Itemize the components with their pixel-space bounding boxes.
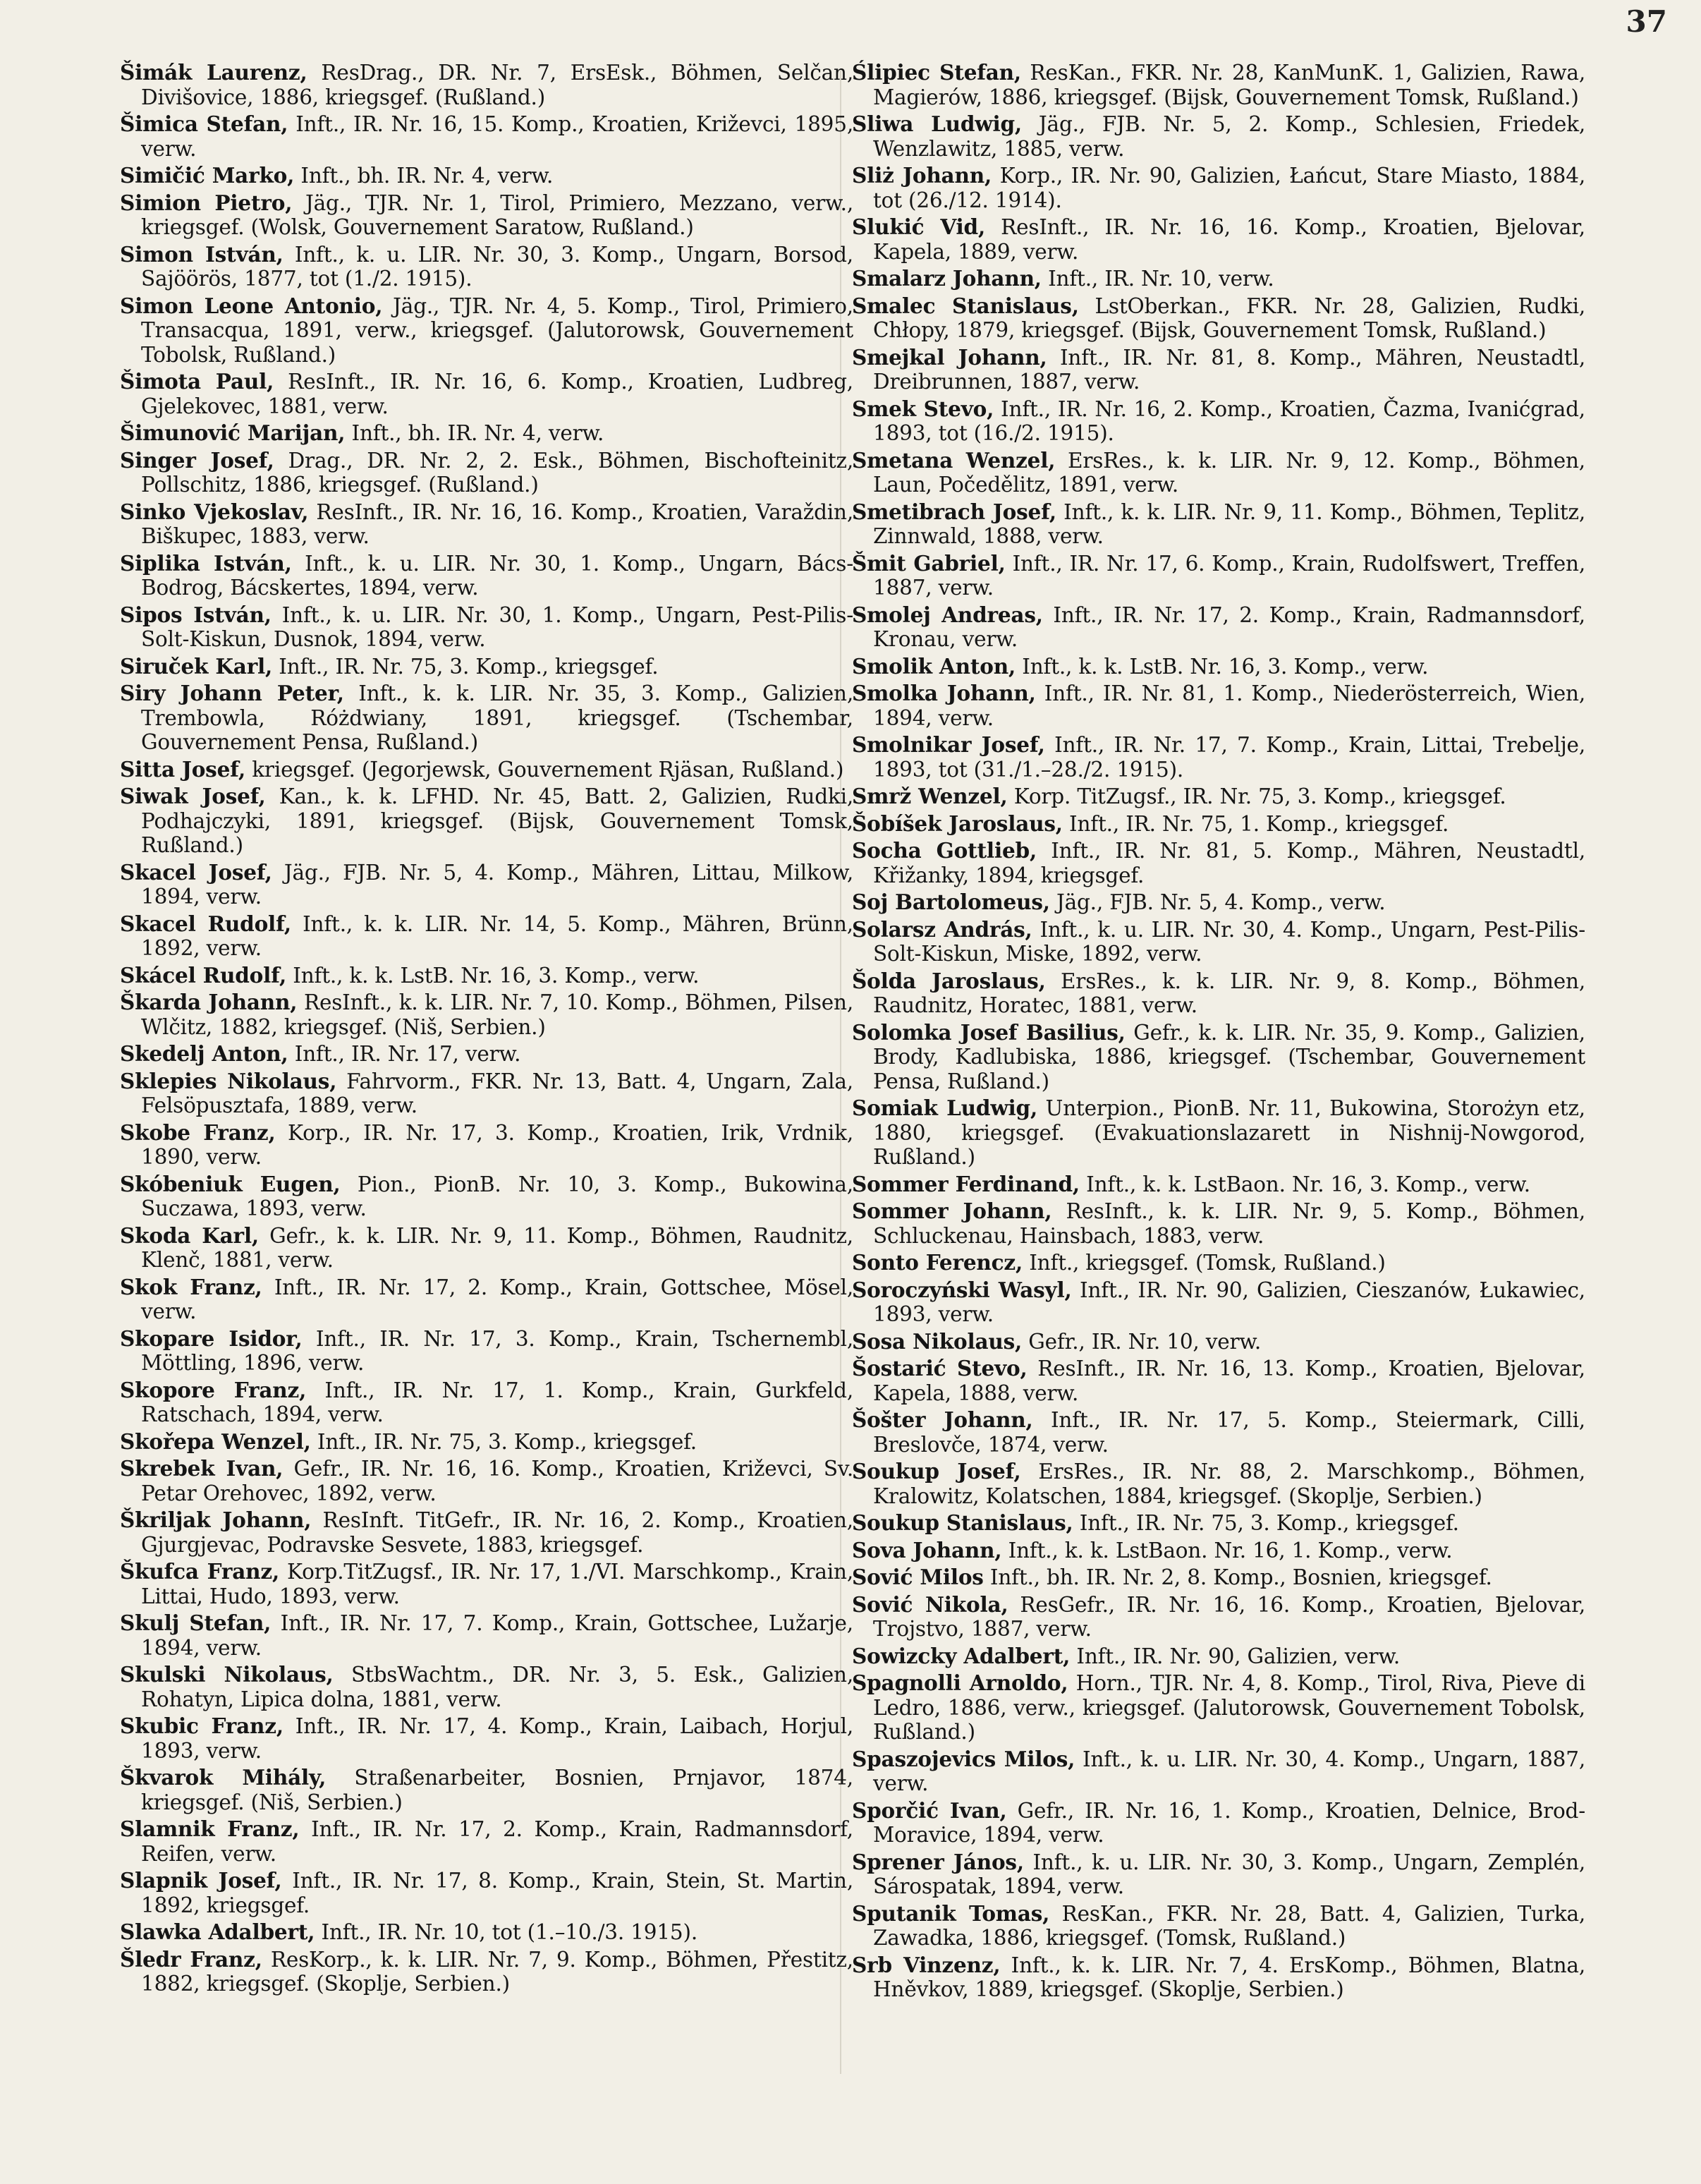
register-entry (852, 1251, 1585, 1275)
entry-details: Inft., IR. Nr. 17, 2. Komp., Krain, Gottschee, Mösel, verw. (141, 1275, 854, 1323)
entry-details: Inft., IR. Nr. 17, 7. Komp., Krain, Littai, Trebelje, 1893, tot (31./1.–28./2. 1915). (873, 733, 1585, 782)
entry-details: ResKan., FKR. Nr. 28, Batt. 4, Galizien, Turka, Zawadka, 1886, kriegsgef. (Tomsk, Rußland.) (873, 1901, 1586, 1950)
register-entry (852, 839, 1585, 887)
entry-details: Inft., k. u. LIR. Nr. 30, 1. Komp., Ungarn, Bács-Bodrog, Bácskertes, 1894, verw. (141, 551, 853, 600)
register-entry (852, 112, 1585, 161)
entry-name: Solarsz András, (852, 916, 1032, 942)
entry-details: ResInft., k. k. LIR. Nr. 7, 10. Komp., Böhmen, Pilsen, Wlčitz, 1882, kriegsgef. (Niš, Serbien.) (141, 990, 854, 1039)
entry-name: Smolka Johann, (852, 681, 1036, 705)
entry-details: Fahrvorm., FKR. Nr. 13, Batt. 4, Ungarn, Zala, Felsöpusztafa, 1889, verw. (141, 1069, 853, 1117)
register-entry (852, 294, 1585, 343)
entry-details: Inft., k. u. LIR. Nr. 30, 4. Komp., Ungarn, 1887, verw. (873, 1747, 1585, 1795)
register-entry (852, 1593, 1585, 1642)
entry-details: Korp., IR. Nr. 90, Galizien, Łańcut, Stare Miasto, 1884, tot (26./12. 1914). (873, 164, 1585, 212)
register-entry (120, 758, 853, 782)
entry-details: Inft., k. u. LIR. Nr. 30, 3. Komp., Ungarn, Zemplén, Sárospatak, 1894, verw. (873, 1850, 1586, 1898)
entry-details: Unterpion., PionB. Nr. 11, Bukowina, Storożyn etz, 1880, kriegsgef. (Evakuationslazarett in Nishnij-Nowgorod, Rußland.) (873, 1096, 1585, 1169)
entry-details: Gefr., IR. Nr. 16, 16. Komp., Kroatien, Križevci, Sv. Petar Orehovec, 1892, verw. (141, 1457, 853, 1505)
register-entry (120, 1560, 853, 1608)
entry-details: ResInft., k. k. LIR. Nr. 9, 5. Komp., Böhmen, Schluckenau, Hainsbach, 1883, verw. (873, 1199, 1585, 1248)
register-entry (120, 500, 853, 549)
entry-details: Inft., k. u. LIR. Nr. 30, 4. Komp., Ungarn, Pest-Pilis-Solt-Kiskun, Miske, 1892, verw. (873, 917, 1585, 966)
entry-name: Smolik Anton, (852, 653, 1016, 679)
register-entry (120, 1121, 853, 1170)
entry-details: ResInft., IR. Nr. 16, 6. Komp., Kroatien, Ludbreg, Gjelekovec, 1881, verw. (141, 370, 853, 418)
entry-name: Siry Johann Peter, (120, 681, 344, 705)
entry-name: Škufca Franz, (120, 1559, 280, 1584)
entry-details: Inft., IR. Nr. 81, 1. Komp., Niederösterreich, Wien, 1894, verw. (873, 681, 1585, 730)
entry-name: Skopore Franz, (120, 1377, 307, 1402)
entry-name: Simon István, (120, 241, 284, 267)
register-entry (852, 784, 1585, 809)
entry-details: Inft., k. k. LIR. Nr. 35, 3. Komp., Galizien, Trembowla, Różdwiany, 1891, kriegsgef. (Tschembar, Gouvernement Pensa, Rußland.) (141, 681, 854, 754)
register-entry (852, 1172, 1585, 1197)
entry-name: Skrebek Ivan, (120, 1456, 284, 1481)
entry-name: Sova Johann, (852, 1537, 1002, 1563)
register-entry (852, 1408, 1585, 1457)
entry-name: Siwak Josef, (120, 784, 266, 808)
entry-name: Ślipiec Stefan, (852, 60, 1021, 85)
entry-name: Smek Stevo, (852, 396, 994, 421)
register-entry (120, 552, 853, 600)
entry-details: Straßenarbeiter, Bosnien, Prnjavor, 1874, kriegsgef. (Niš, Serbien.) (141, 1766, 853, 1814)
entry-name: Skopare Isidor, (120, 1325, 303, 1351)
entry-name: Skok Franz, (120, 1274, 262, 1299)
entry-details: Inft., IR. Nr. 90, Galizien, Cieszanów, Łukawiec, 1893, verw. (873, 1278, 1585, 1326)
register-entry (120, 964, 853, 988)
entry-name: Smrž Wenzel, (852, 784, 1008, 808)
entry-name: Smetibrach Josef, (852, 499, 1057, 524)
entry-name: Šledr Franz, (120, 1946, 262, 1972)
register-entry (852, 449, 1585, 497)
entry-name: Sommer Johann, (852, 1199, 1052, 1223)
entry-details: Inft., IR. Nr. 17, 3. Komp., Krain, Tschernembl, Möttling, 1896, verw. (141, 1326, 853, 1375)
entry-details: ErsRes., k. k. LIR. Nr. 9, 12. Komp., Böhmen, Laun, Počedělitz, 1891, verw. (873, 448, 1585, 497)
page-number: 37 (1626, 4, 1667, 39)
register-entry (852, 603, 1585, 652)
entry-name: Soj Bartolomeus, (852, 890, 1050, 914)
register-entry (852, 655, 1585, 679)
register-entry (120, 1663, 853, 1711)
entry-details: ErsRes., k. k. LIR. Nr. 9, 8. Komp., Böhmen, Raudnitz, Horatec, 1881, verw. (873, 969, 1586, 1017)
entry-details: Inft., IR. Nr. 16, 15. Komp., Kroatien, Križevci, 1895, verw. (141, 112, 853, 161)
right-column (852, 61, 1585, 2005)
register-entry (120, 990, 853, 1039)
entry-name: Skulj Stefan, (120, 1610, 272, 1635)
entry-name: Sović Nikola, (852, 1591, 1008, 1617)
register-entry (852, 681, 1585, 730)
register-entry (852, 1278, 1585, 1327)
register-entry (852, 1671, 1585, 1745)
entry-name: Škriljak Johann, (120, 1507, 312, 1532)
register-entry (120, 294, 853, 368)
register-entry (852, 1953, 1585, 2002)
entry-name: Somiak Ludwig, (852, 1096, 1038, 1120)
entry-name: Skubic Franz, (120, 1713, 284, 1738)
register-entry (852, 1565, 1585, 1590)
register-entry (852, 890, 1585, 915)
register-entry (852, 1902, 1585, 1951)
register-entry (120, 1327, 853, 1376)
entry-name: Sliż Johann, (852, 163, 992, 188)
register-entry (852, 1747, 1585, 1796)
entry-details: Inft., IR. Nr. 75, 3. Komp., kriegsgef. (272, 654, 659, 679)
register-entry (120, 164, 853, 188)
entry-details: ErsRes., IR. Nr. 88, 2. Marschkomp., Böhmen, Kralowitz, Kolatschen, 1884, kriegsgef. (Skoplje, Serbien.) (873, 1460, 1585, 1508)
entry-details: Inft., IR. Nr. 17, 2. Komp., Krain, Radmannsdorf, Kronau, verw. (873, 602, 1585, 651)
entry-details: Inft., k. k. LstBaon. Nr. 16, 1. Komp., verw. (1001, 1538, 1453, 1563)
entry-name: Spagnolli Arnoldo, (852, 1670, 1068, 1695)
register-entry (120, 370, 853, 418)
entry-details: Inft., k. k. LstBaon. Nr. 16, 3. Komp., verw. (1079, 1172, 1530, 1196)
left-column (120, 61, 853, 1999)
entry-name: Slawka Adalbert, (120, 1919, 315, 1944)
entry-name: Šobíšek Jaroslaus, (852, 811, 1063, 836)
entry-name: Smejkal Johann, (852, 344, 1047, 370)
entry-name: Simičić Marko, (120, 163, 295, 188)
entry-details: Inft., k. u. LIR. Nr. 30, 3. Komp., Ungarn, Borsod, Sajöörös, 1877, tot (1./2. 1915). (141, 242, 853, 291)
entry-name: Singer Josef, (120, 447, 274, 473)
entry-details: Kan., k. k. LFHD. Nr. 45, Batt. 2, Galizien, Rudki, Podhajczyki, 1891, kriegsgef. (Bijsk, Gouvernement Tomsk, Rußland.) (141, 784, 853, 857)
register-entry (852, 1511, 1585, 1536)
entry-name: Socha Gottlieb, (852, 838, 1037, 863)
entry-details: Jäg., FJB. Nr. 5, 2. Komp., Schlesien, Friedek, Wenzlawitz, 1885, verw. (873, 112, 1585, 161)
entry-name: Skedelj Anton, (120, 1041, 288, 1066)
register-entry (852, 1330, 1585, 1354)
register-entry (852, 1199, 1585, 1248)
register-entry (120, 1275, 853, 1324)
entry-details: Inft., IR. Nr. 17, 4. Komp., Krain, Laibach, Horjul, 1893, verw. (141, 1714, 853, 1763)
entry-details: ResInft., IR. Nr. 16, 16. Komp., Kroatien, Varaždin, Biškupec, 1883, verw. (141, 499, 853, 548)
entry-name: Smolnikar Josef, (852, 732, 1045, 757)
entry-name: Smalec Stanislaus, (852, 293, 1079, 318)
entry-details: Inft., IR. Nr. 75, 3. Komp., kriegsgef. (1073, 1511, 1459, 1535)
entry-details: LstOberkan., FKR. Nr. 28, Galizien, Rudki, Chłopy, 1879, kriegsgef. (Bijsk, Gouvernement Tomsk, Rußland.) (873, 293, 1585, 342)
entry-details: Inft., bh. IR. Nr. 4, verw. (294, 164, 554, 188)
register-entry (852, 1850, 1585, 1899)
entry-name: Skořepa Wenzel, (120, 1428, 311, 1454)
entry-name: Sowizcky Adalbert, (852, 1643, 1071, 1668)
register-entry (852, 164, 1585, 212)
entry-details: Inft., bh. IR. Nr. 2, 8. Komp., Bosnien, kriegsgef. (983, 1565, 1492, 1589)
entry-name: Spaszojevics Milos, (852, 1746, 1075, 1771)
register-entry (120, 655, 853, 679)
entry-details: Jäg., TJR. Nr. 1, Tirol, Primiero, Mezzano, verw., kriegsgef. (Wolsk, Gouvernement Saratow, Rußland.) (141, 190, 853, 239)
entry-details: Inft., IR. Nr. 90, Galizien, verw. (1070, 1644, 1401, 1668)
entry-details: Korp. TitZugsf., IR. Nr. 75, 3. Komp., kriegsgef. (1007, 784, 1506, 808)
entry-details: Inft., IR. Nr. 17, 5. Komp., Steiermark, Cilli, Breslovče, 1874, verw. (873, 1408, 1585, 1457)
entry-details: ResInft., IR. Nr. 16, 16. Komp., Kroatien, Bjelovar, Kapela, 1889, verw. (873, 215, 1585, 264)
entry-details: Inft., k. u. LIR. Nr. 30, 1. Komp., Ungarn, Pest-Pilis-Solt-Kiskun, Dusnok, 1894, verw. (141, 602, 853, 651)
entry-name: Skobe Franz, (120, 1120, 276, 1145)
register-entry (120, 1948, 853, 1996)
entry-name: Sitta Josef, (120, 756, 246, 782)
entry-details: Inft., bh. IR. Nr. 4, verw. (345, 421, 604, 445)
entry-details: Inft., k. k. LIR. Nr. 14, 5. Komp., Mähren, Brünn, 1892, verw. (141, 911, 853, 960)
register-entry (120, 1457, 853, 1505)
entry-details: ResKan., FKR. Nr. 28, KanMunK. 1, Galizien, Rawa, Magierów, 1886, kriegsgef. (Bijsk, Gouvernement Tomsk, Rußland.) (873, 61, 1585, 109)
entry-name: Slamnik Franz, (120, 1816, 300, 1841)
register-entry (120, 861, 853, 909)
register-entry (120, 112, 853, 161)
register-entry (852, 1539, 1585, 1563)
register-entry (852, 1357, 1585, 1405)
entry-name: Sputanik Tomas, (852, 1900, 1050, 1926)
entry-details: Inft., IR. Nr. 10, verw. (1041, 267, 1274, 291)
register-entry (120, 1714, 853, 1763)
entry-details: Inft., k. k. LstB. Nr. 16, 3. Komp., verw. (286, 963, 700, 988)
entry-details: Inft., IR. Nr. 17, 1. Komp., Krain, Gurkfeld, Ratschach, 1894, verw. (141, 1378, 854, 1426)
entry-name: Sović Milos (852, 1565, 984, 1589)
entry-details: Jäg., FJB. Nr. 5, 4. Komp., verw. (1049, 890, 1386, 914)
entry-details: Inft., k. k. LstB. Nr. 16, 3. Komp., verw. (1016, 654, 1429, 679)
entry-details: Gefr., k. k. LIR. Nr. 9, 11. Komp., Böhmen, Raudnitz, Klenč, 1881, verw. (141, 1223, 853, 1272)
entry-name: Sliwa Ludwig, (852, 111, 1022, 136)
entry-name: Šimota Paul, (120, 369, 274, 394)
entry-details: Inft., IR. Nr. 75, 3. Komp., kriegsgef. (310, 1429, 697, 1454)
entry-name: Šolda Jaroslaus, (852, 968, 1046, 993)
register-entry (852, 552, 1585, 600)
register-entry (852, 1021, 1585, 1094)
entry-details: Inft., IR. Nr. 16, 2. Komp., Kroatien, Čazma, Ivanićgrad, 1893, tot (16./2. 1915). (873, 396, 1585, 445)
register-entry (852, 1644, 1585, 1669)
entry-name: Srb Vinzenz, (852, 1952, 1001, 1977)
register-entry (120, 912, 853, 961)
register-entry (120, 1766, 853, 1814)
register-entry (852, 812, 1585, 837)
register-entry (120, 1378, 853, 1427)
entry-name: Siplika István, (120, 550, 292, 576)
entry-name: Šimák Laurenz, (120, 60, 307, 85)
entry-name: Šimica Stefan, (120, 111, 288, 136)
entry-name: Škvarok Mihály, (120, 1765, 327, 1790)
register-entry (120, 1042, 853, 1067)
entry-details: Jäg., TJR. Nr. 4, 5. Komp., Tirol, Primiero, Transacqua, 1891, verw., kriegsgef. (Jalutorowsk, Gouvernement Tobolsk, Rußland.) (141, 293, 853, 367)
entry-name: Šošter Johann, (852, 1407, 1033, 1432)
entry-details: Inft., k. k. LIR. Nr. 9, 11. Komp., Böhmen, Teplitz, Zinnwald, 1888, verw. (873, 499, 1585, 548)
entry-details: Gefr., IR. Nr. 16, 1. Komp., Kroatien, Delnice, Brod-Moravice, 1894, verw. (873, 1798, 1585, 1847)
entry-details: ResKorp., k. k. LIR. Nr. 7, 9. Komp., Böhmen, Přestitz, 1882, kriegsgef. (Skoplje, Serbien.) (141, 1947, 853, 1996)
entry-details: Inft., IR. Nr. 17, 6. Komp., Krain, Rudolfswert, Treffen, 1887, verw. (873, 551, 1585, 600)
entry-details: Inft., IR. Nr. 81, 8. Komp., Mähren, Neustadtl, Dreibrunnen, 1887, verw. (873, 345, 1586, 394)
register-entry (852, 61, 1585, 109)
register-entry (852, 346, 1585, 394)
register-entry (120, 1172, 853, 1221)
register-entry (852, 1799, 1585, 1848)
register-entry (120, 1920, 853, 1945)
register-entry (120, 1224, 853, 1273)
entry-name: Sprener János, (852, 1849, 1024, 1874)
entry-details: Pion., PionB. Nr. 10, 3. Komp., Bukowina, Suczawa, 1893, verw. (141, 1172, 853, 1220)
entry-details: Korp.TitZugsf., IR. Nr. 17, 1./VI. Marschkomp., Krain, Littai, Hudo, 1893, verw. (141, 1560, 853, 1608)
entry-details: StbsWachtm., DR. Nr. 3, 5. Esk., Galizien, Rohatyn, Lipica dolna, 1881, verw. (141, 1663, 854, 1711)
entry-name: Siruček Karl, (120, 653, 273, 679)
entry-name: Smalarz Johann, (852, 266, 1042, 291)
entry-name: Smolej Andreas, (852, 602, 1043, 627)
entry-name: Solomka Josef Basilius, (852, 1019, 1126, 1045)
register-entry (852, 918, 1585, 966)
register-entry (120, 61, 853, 109)
register-entry (120, 449, 853, 497)
entry-name: Skacel Josef, (120, 859, 272, 885)
entry-name: Sklepies Nikolaus, (120, 1068, 337, 1093)
register-entry (120, 1069, 853, 1118)
entry-name: Sinko Vjekoslav, (120, 499, 309, 524)
entry-details: Korp., IR. Nr. 17, 3. Komp., Kroatien, Irik, Vrdnik, 1890, verw. (141, 1120, 853, 1169)
entry-details: Inft., k. k. LIR. Nr. 7, 4. ErsKomp., Böhmen, Blatna, Hněvkov, 1889, kriegsgef. (Skoplje, Serbien.) (873, 1953, 1585, 2001)
entry-name: Soroczyński Wasyl, (852, 1277, 1072, 1302)
entry-name: Šimunović Marijan, (120, 420, 346, 445)
entry-details: Inft., kriegsgef. (Tomsk, Rußland.) (1023, 1251, 1386, 1275)
register-entry (120, 1869, 853, 1917)
entry-details: ResGefr., IR. Nr. 16, 16. Komp., Kroatien, Bjelovar, Trojstvo, 1887, verw. (873, 1592, 1585, 1641)
entry-name: Šmit Gabriel, (852, 550, 1006, 576)
entry-name: Skulski Nikolaus, (120, 1662, 334, 1687)
entry-name: Slukić Vid, (852, 214, 986, 239)
entry-details: kriegsgef. (Jegorjewsk, Gouvernement Rjäsan, Rußland.) (245, 757, 844, 782)
register-entry (852, 267, 1585, 291)
entry-details: Inft., IR. Nr. 17, 8. Komp., Krain, Stein, St. Martin, 1892, kriegsgef. (141, 1869, 853, 1917)
entry-name: Simon Leone Antonio, (120, 293, 383, 318)
entry-details: Gefr., k. k. LIR. Nr. 35, 9. Komp., Galizien, Brody, Kadlubiska, 1886, kriegsgef. (Tschembar, Gouvernement Pensa, Rußland.) (873, 1020, 1585, 1093)
entry-name: Sosa Nikolaus, (852, 1328, 1023, 1354)
register-entry (120, 243, 853, 291)
register-entry (852, 1096, 1585, 1170)
entry-name: Sonto Ferencz, (852, 1250, 1023, 1275)
entry-name: Smetana Wenzel, (852, 447, 1056, 473)
entry-name: Šostarić Stevo, (852, 1356, 1028, 1381)
entry-details: Inft., IR. Nr. 75, 1. Komp., kriegsgef. (1062, 811, 1449, 836)
entry-details: Inft., IR. Nr. 81, 5. Komp., Mähren, Neustadtl, Křižanky, 1894, kriegsgef. (873, 839, 1585, 887)
entry-details: Inft., IR. Nr. 10, tot (1.–10./3. 1915). (315, 1920, 697, 1944)
entry-name: Soukup Stanislaus, (852, 1510, 1073, 1535)
entry-details: Inft., IR. Nr. 17, 2. Komp., Krain, Radmannsdorf, Reifen, verw. (141, 1817, 853, 1866)
entry-details: ResInft., IR. Nr. 16, 13. Komp., Kroatien, Bjelovar, Kapela, 1888, verw. (873, 1357, 1585, 1405)
register-entry (852, 397, 1585, 446)
entry-name: Škarda Johann, (120, 990, 298, 1014)
register-entry (852, 733, 1585, 782)
register-entry (852, 1460, 1585, 1508)
entry-name: Simion Pietro, (120, 190, 293, 215)
register-entry (120, 1817, 853, 1866)
entry-details: ResDrag., DR. Nr. 7, ErsEsk., Böhmen, Selčan, Divišovice, 1886, kriegsgef. (Rußland.) (141, 61, 854, 109)
entry-details: Jäg., FJB. Nr. 5, 4. Komp., Mähren, Littau, Milkow, 1894, verw. (141, 860, 853, 909)
register-entry (852, 969, 1585, 1018)
register-entry (120, 191, 853, 240)
register-entry (852, 215, 1585, 264)
entry-details: Inft., IR. Nr. 17, 7. Komp., Krain, Gottschee, Lužarje, 1894, verw. (141, 1611, 853, 1660)
entry-name: Skoda Karl, (120, 1223, 259, 1248)
register-entry (120, 784, 853, 858)
entry-details: ResInft. TitGefr., IR. Nr. 16, 2. Komp., Kroatien, Gjurgjevac, Podravske Sesvete, 1883, kriegsgef. (141, 1508, 853, 1557)
entry-details: Horn., TJR. Nr. 4, 8. Komp., Tirol, Riva, Pieve di Ledro, 1886, verw., kriegsgef. (Jalutorowsk, Gouvernement Tobolsk, Rußland.) (873, 1671, 1586, 1744)
entry-name: Sommer Ferdinand, (852, 1171, 1080, 1196)
entry-name: Slapnik Josef, (120, 1868, 282, 1893)
register-entry (120, 421, 853, 446)
register-entry (120, 603, 853, 652)
entry-name: Skácel Rudolf, (120, 962, 287, 988)
entry-name: Soukup Josef, (852, 1459, 1021, 1484)
register-entry (120, 1508, 853, 1557)
entry-name: Skacel Rudolf, (120, 911, 291, 936)
entry-details: Drag., DR. Nr. 2, 2. Esk., Böhmen, Bischofteinitz, Pollschitz, 1886, kriegsgef. (Rußland.) (141, 448, 854, 497)
entry-details: Inft., IR. Nr. 17, verw. (288, 1042, 521, 1066)
entry-name: Sporčić Ivan, (852, 1797, 1007, 1823)
entry-name: Sipos István, (120, 602, 272, 627)
register-entry (120, 681, 853, 755)
entry-name: Skóbeniuk Eugen, (120, 1171, 341, 1196)
register-entry (120, 1430, 853, 1455)
entry-details: Gefr., IR. Nr. 10, verw. (1022, 1329, 1262, 1354)
register-entry (852, 500, 1585, 549)
register-entry (120, 1611, 853, 1660)
